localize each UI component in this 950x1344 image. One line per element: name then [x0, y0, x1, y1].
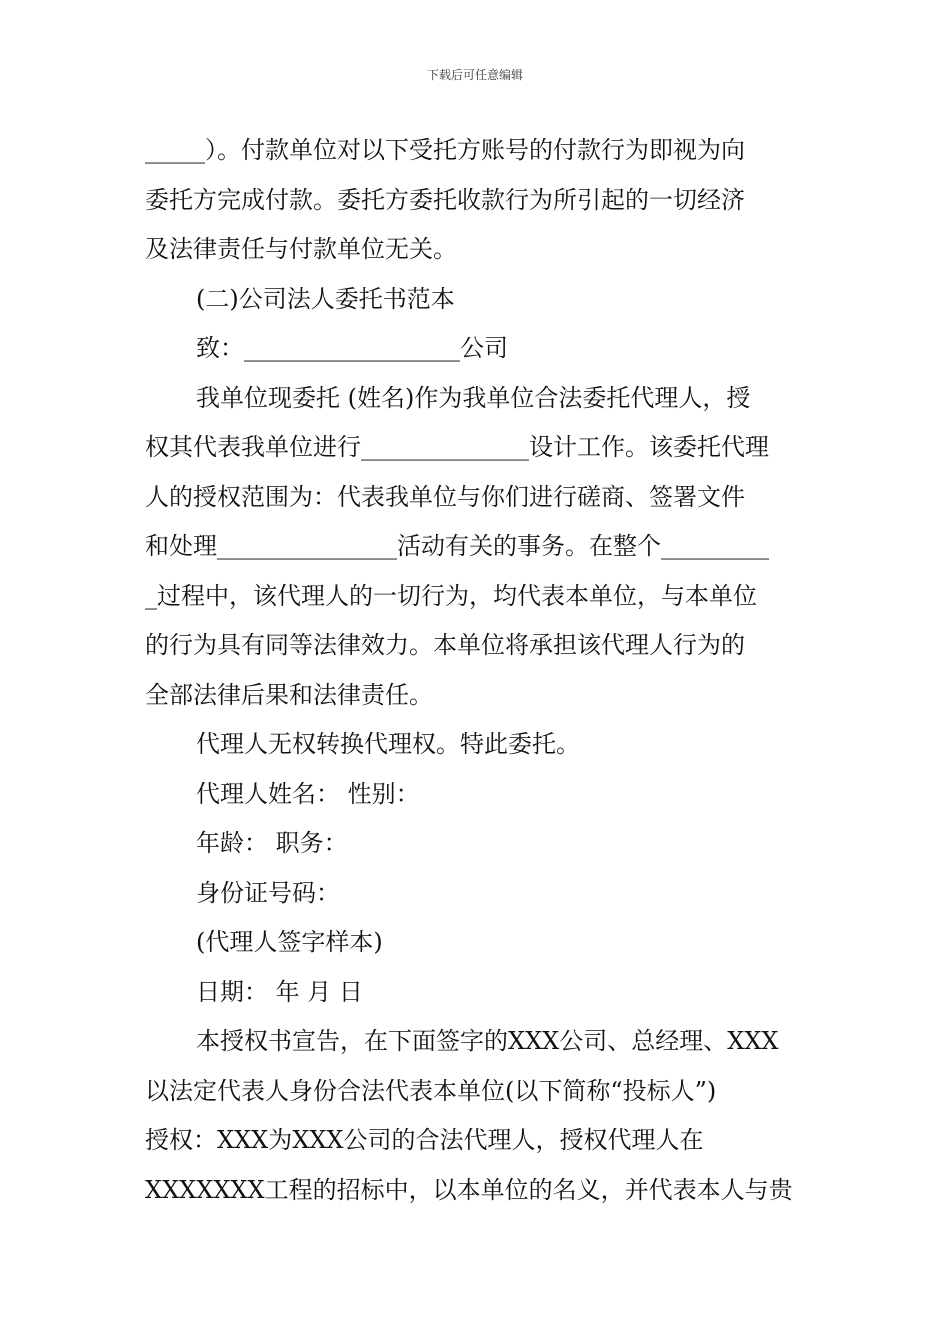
- text-line: 和处理_______________活动有关的事务。在整个_________: [145, 532, 769, 560]
- text-line: _____）。付款单位对以下受托方账号的付款行为即视为向: [145, 136, 745, 164]
- page-header: 下载后可任意编辑: [426, 68, 523, 82]
- text-line: 的行为具有同等法律效力。本单位将承担该代理人行为的: [145, 631, 745, 659]
- form-field-line: 身份证号码：: [196, 878, 340, 907]
- section-heading: (二)公司法人委托书范本: [196, 284, 455, 313]
- text-line: 我单位现委托 (姓名)作为我单位合法委托代理人，授: [196, 383, 751, 412]
- text-line: 代理人无权转换代理权。特此委托。: [196, 730, 580, 758]
- text-line: 及法律责任与付款单位无关。: [145, 235, 457, 263]
- text-line: XXXXXXX工程的招标中，以本单位的名义，并代表本人与贵: [145, 1175, 793, 1204]
- text-line: 本授权书宣告，在下面签字的XXX公司、总经理、XXX: [196, 1027, 779, 1055]
- text-line: 以法定代表人身份合法代表本单位(以下简称“投标人”): [145, 1076, 717, 1105]
- form-field-line: 代理人姓名： 性别：: [196, 779, 420, 808]
- text-line: _过程中，该代理人的一切行为，均代表本单位，与本单位: [145, 581, 757, 610]
- text-line: 授权：XXX为XXX公司的合法代理人，授权代理人在: [145, 1126, 704, 1154]
- form-field-line: 年龄： 职务：: [196, 829, 348, 857]
- text-line: 委托方完成付款。委托方委托收款行为所引起的一切经济: [145, 185, 745, 214]
- document-body: [145, 126, 807, 1215]
- date-line: 日期： 年 月 日: [196, 977, 363, 1006]
- text-line: 权其代表我单位进行______________设计工作。该委托代理: [145, 433, 769, 461]
- signature-sample-line: (代理人签字样本): [196, 928, 383, 956]
- addressee-line: 致：__________________公司: [196, 334, 508, 362]
- text-line: 全部法律后果和法律责任。: [145, 680, 433, 709]
- text-line: 人的授权范围为：代表我单位与你们进行磋商、签署文件: [145, 482, 745, 511]
